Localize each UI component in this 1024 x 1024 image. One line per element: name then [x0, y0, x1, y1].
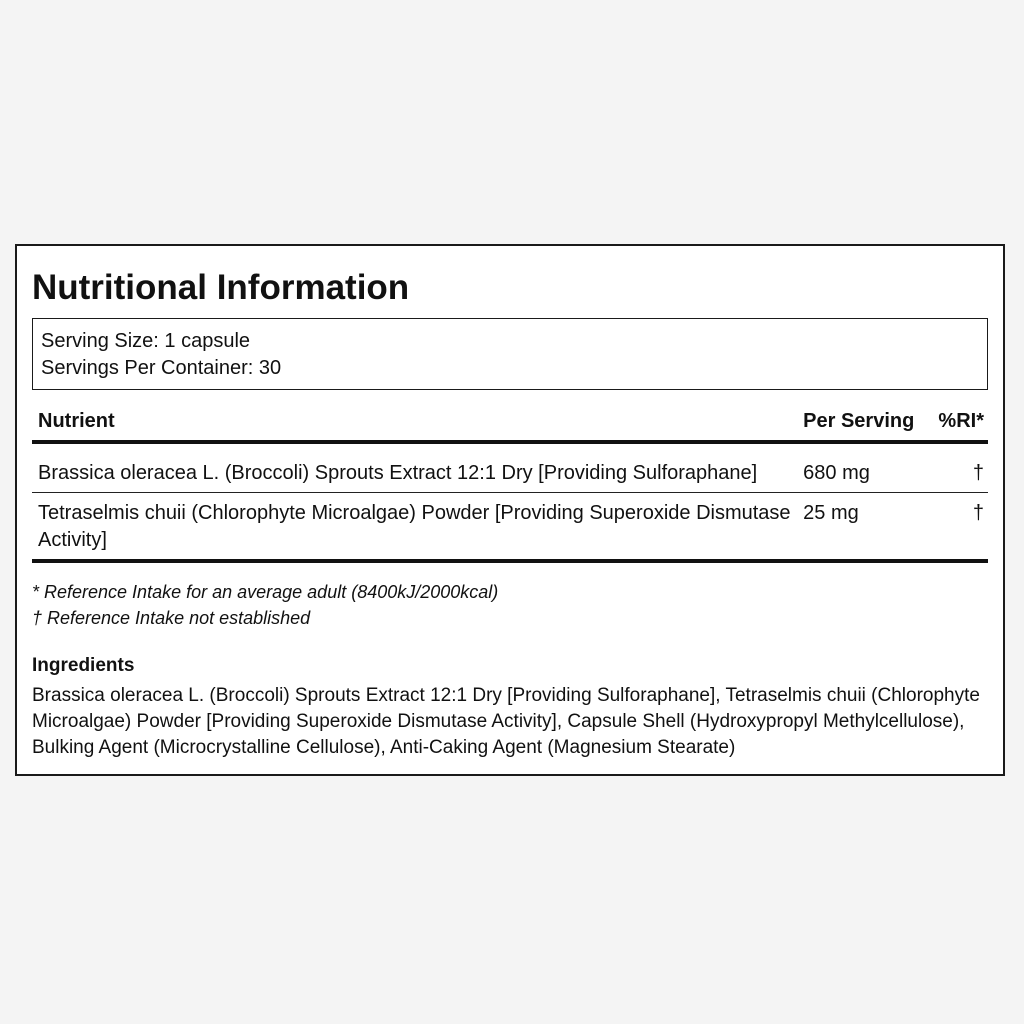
nutrient-amount: 25 mg [797, 493, 932, 562]
header-per-serving: Per Serving [797, 408, 932, 442]
serving-info-box [32, 318, 988, 390]
header-nutrient: Nutrient [32, 408, 797, 442]
footnote-not-established: † Reference Intake not established [32, 608, 311, 628]
nutrient-table-header [32, 408, 988, 442]
nutrition-label-panel [15, 244, 1005, 776]
servings-per-container: Servings Per Container: 30 [41, 357, 282, 379]
footnotes [32, 579, 988, 631]
ingredients-text: Brassica oleracea L. (Broccoli) Sprouts Extract 12:1 Dry [Providing Sulforaphane], Tetraselmis chuii (Chlorophyte Microalgae) Powder [Providing Superoxide Dismutase Activity], Capsule Shell (Hydroxypropyl Methylcellulose), Bulking Agent (Microcrystalline Cellulose), Anti-Caking Agent (Magnesium Stearate) [32, 685, 980, 758]
ingredients-heading: Ingredients [32, 655, 135, 676]
nutrient-table [32, 408, 988, 563]
header-ri: %RI* [932, 408, 988, 442]
label-title: Nutritional Information [32, 268, 410, 307]
nutrient-ri: † [932, 493, 988, 562]
nutrient-amount: 680 mg [797, 442, 932, 493]
footnote-reference-intake: * Reference Intake for an average adult (8400kJ/2000kcal) [32, 582, 499, 602]
nutrient-name: Tetraselmis chuii (Chlorophyte Microalgae) Powder [Providing Superoxide Dismutase Activity] [32, 493, 797, 562]
serving-size: Serving Size: 1 capsule [41, 330, 251, 352]
table-row [32, 493, 988, 562]
nutrient-name: Brassica oleracea L. (Broccoli) Sprouts Extract 12:1 Dry [Providing Sulforaphane] [32, 442, 797, 493]
nutrient-ri: † [932, 442, 988, 493]
table-row [32, 442, 988, 493]
